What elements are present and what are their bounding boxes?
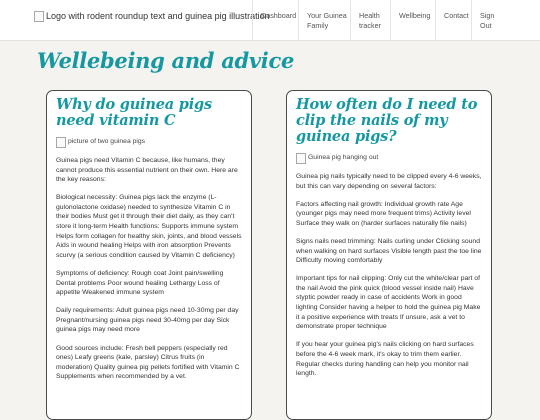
card-title: Why do guinea pigs need vitamin C: [56, 96, 212, 129]
nav-contact[interactable]: Contact: [435, 0, 471, 40]
card-image: [296, 153, 482, 164]
card-paragraph: Factors affecting nail growth: Individual growth rate Age (younger pigs may need more frequent trims) Activity level Surface they walk on (harder surfaces naturally file nails): [296, 200, 471, 227]
card-nail-clipping: [286, 90, 492, 420]
nav-wellbeing[interactable]: Wellbeing: [390, 0, 435, 40]
card-paragraph: Important tips for nail clipping: Only cut the white/clear part of the nail Avoid the pink quick (blood vessel inside nail) Have styptic powder ready in case of accidents Work in good lighting Consider having a helper to hold the guinea pig Make it a positive experience with treats If unsure, ask a vet to demonstrate proper technique: [296, 275, 481, 331]
card-paragraph: Guinea pigs need Vitamin C because, like humans, they cannot produce this essential nutrient on their own. Here are the key reasons:: [56, 157, 238, 184]
nav-your-guinea-family[interactable]: Your Guinea Family: [298, 0, 350, 40]
card-paragraph: If you hear your guinea pig's nails clicking on hard surfaces before the 4-6 week mark, it's okay to trim them earlier. Regular checks during handling can help you monitor nail length.: [296, 341, 474, 378]
nav-dashboard[interactable]: Dashboard: [252, 0, 298, 40]
nav-health-tracker[interactable]: Health tracker: [350, 0, 390, 40]
site-logo[interactable]: [34, 11, 270, 25]
card-paragraph: Daily requirements: Adult guinea pigs need 10-30mg per day Pregnant/nursing guinea pigs need 30-40mg per day Sick guinea pigs may need more: [56, 307, 239, 334]
page-title: Wellebeing and advice: [37, 48, 295, 73]
site-header: [0, 0, 540, 41]
broken-image-icon: [34, 11, 44, 22]
logo-alt-text: Logo with rodent roundup text and guinea pig illustration: [46, 11, 270, 21]
card-paragraph: Biological necessity: Guinea pigs lack the enzyme (L-gulonolactone oxidase) needed to synthesize Vitamin C in their bodies Must get it through their diet daily, as they can't store it long-term Health functions: Supports immune system Helps form collagen for healthy skin, joints, and blood vessels Aids in wound healing Helps with iron absorption Prevents scurvy (a serious condition caused by Vitamin C deficiency): [56, 194, 242, 259]
image-alt-text: Guinea pig hanging out: [308, 154, 379, 161]
card-paragraph: Guinea pig nails typically need to be clipped every 4-6 weeks, but this can vary depending on several factors:: [296, 173, 482, 190]
image-alt-text: picture of two guinea pigs: [68, 138, 146, 145]
card-title: How often do I need to clip the nails of my guinea pigs?: [296, 96, 478, 145]
card-paragraph: Signs nails need trimming: Nails curling under Clicking sound when walking on hard surfaces Visible length past the toe line Difficulty moving comfortably: [296, 237, 482, 265]
broken-image-icon: [296, 153, 306, 164]
card-paragraph: Good sources include: Fresh bell peppers (especially red ones) Leafy greens (kale, parsley) Citrus fruits (in moderation) Quality guinea pig pellets fortified with Vitamin C Supplements when recommended by a vet.: [56, 344, 240, 381]
nav-sign-out[interactable]: Sign Out: [471, 0, 501, 40]
card-paragraph: Symptoms of deficiency: Rough coat Joint pain/swelling Dental problems Poor wound healing Lethargy Loss of appetite Weakened immune system: [56, 269, 224, 297]
broken-image-icon: [56, 137, 66, 148]
card-image: [56, 137, 242, 148]
card-vitamin-c: [46, 90, 252, 420]
